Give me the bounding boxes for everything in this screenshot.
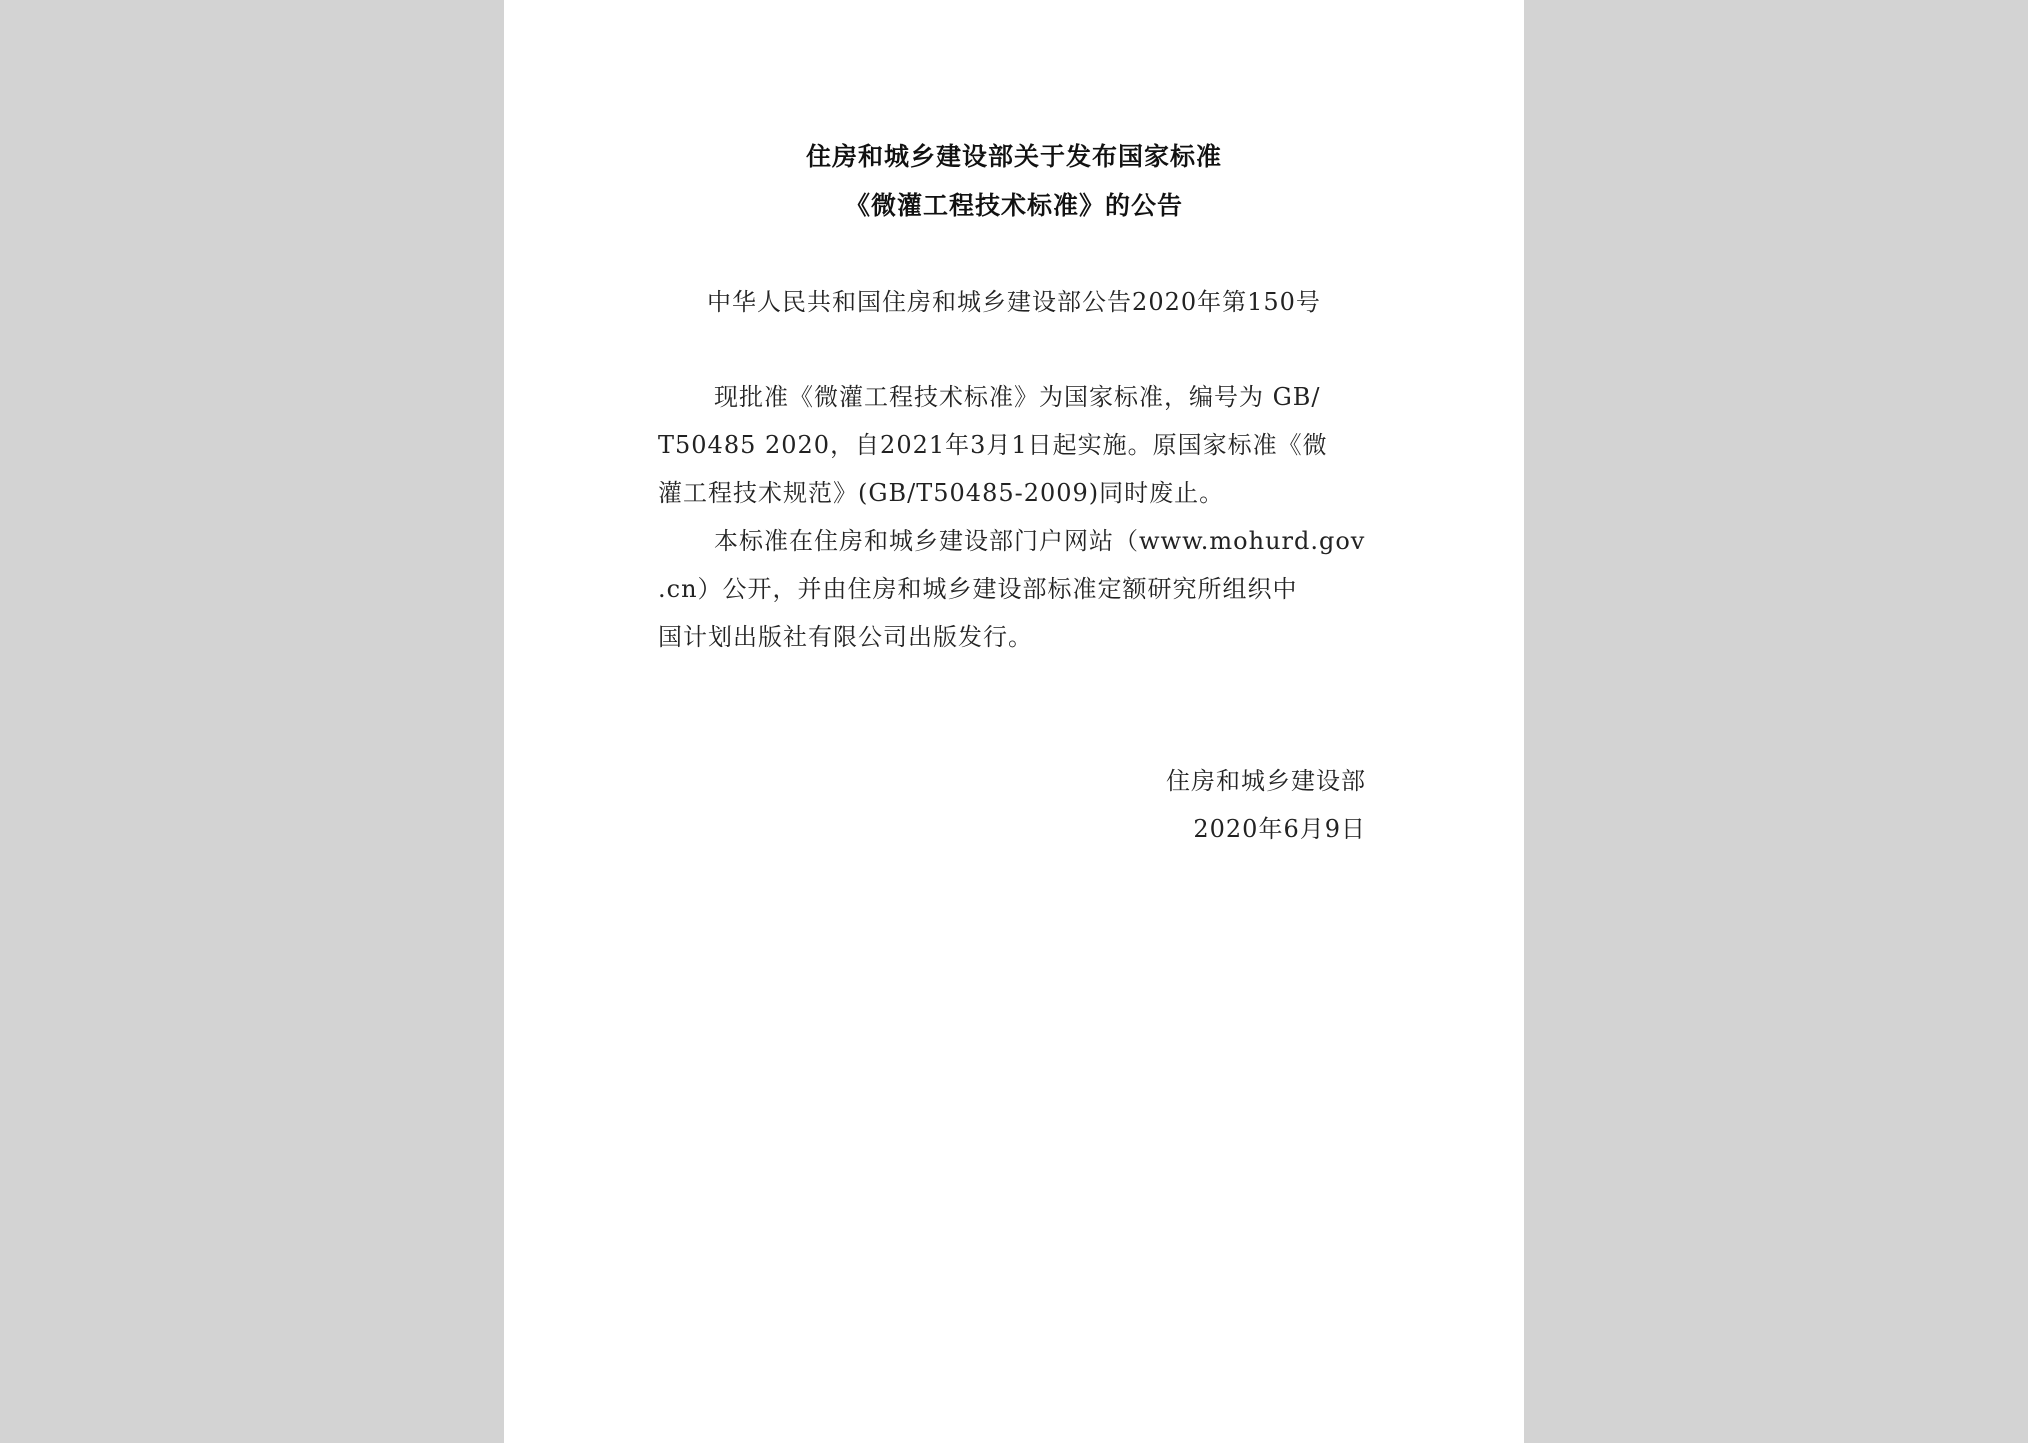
paragraph-1-line-2: T50485 2020，自2021年3月1日起实施。原国家标准《微 [658,431,1328,459]
paragraph-1-line-3: 灌工程技术规范》(GB/T50485-2009)同时废止。 [658,479,1225,507]
paragraph-1-line-1: 现批准《微灌工程技术标准》为国家标准，编号为 GB/ [714,383,1321,411]
signature-organization: 住房和城乡建设部 [1166,767,1366,795]
paragraph-2-line-2: .cn）公开，并由住房和城乡建设部标准定额研究所组织中 [658,575,1298,603]
document-page [504,0,1524,1443]
signature-date: 2020年6月9日 [1193,815,1366,843]
paragraph-2-line-3: 国计划出版社有限公司出版发行。 [658,623,1033,651]
announcement-title-line-1: 住房和城乡建设部关于发布国家标准 [805,142,1222,171]
announcement-title-line-2: 《微灌工程技术标准》的公告 [844,191,1183,220]
paragraph-2-line-1: 本标准在住房和城乡建设部门户网站（www.mohurd.gov [714,527,1366,555]
announcement-number: 中华人民共和国住房和城乡建设部公告2020年第150号 [707,288,1321,316]
